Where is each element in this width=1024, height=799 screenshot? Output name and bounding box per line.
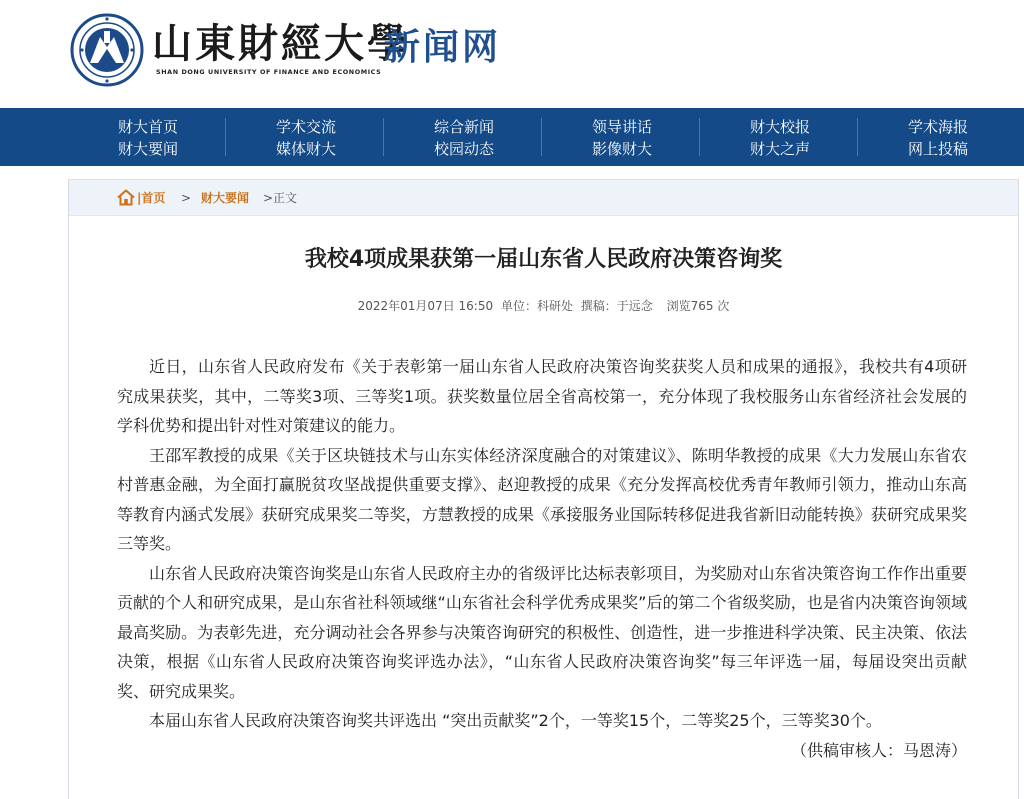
nav-column-2	[276, 108, 396, 166]
nav-divider	[857, 118, 858, 156]
nav-column-3	[434, 108, 554, 166]
article-card	[68, 179, 1019, 799]
nav-link-home[interactable]: 财大首页	[118, 118, 179, 136]
home-icon[interactable]	[117, 189, 135, 206]
nav-column-6	[908, 108, 1024, 166]
nav-divider	[225, 118, 226, 156]
nav-divider	[541, 118, 542, 156]
site-header	[0, 0, 1024, 108]
nav-link-academic-posters[interactable]: 学术海报	[908, 118, 969, 136]
article-title: 我校4项成果获第一届山东省人民政府决策咨询奖	[304, 247, 783, 272]
article-date: 2022年01月07日 16:50	[357, 299, 494, 313]
breadcrumb-home-link[interactable]: |首页	[137, 191, 166, 205]
nav-link-news-highlights[interactable]: 财大要闻	[118, 140, 179, 158]
nav-divider	[383, 118, 384, 156]
nav-link-academic-exchange[interactable]: 学术交流	[276, 118, 337, 136]
article-view-count: 浏览765 次	[666, 299, 730, 313]
breadcrumb-section-link[interactable]: 财大要闻	[201, 191, 250, 205]
nav-link-submit-online[interactable]: 网上投稿	[908, 140, 969, 158]
article-body	[117, 352, 967, 765]
breadcrumb	[69, 180, 1018, 216]
site-name[interactable]: 新闻网	[384, 27, 502, 68]
nav-column-5	[750, 108, 870, 166]
school-name-logotype[interactable]: 山東財經大學	[152, 20, 410, 67]
nav-column-1	[118, 108, 238, 166]
nav-link-campus-updates[interactable]: 校园动态	[434, 140, 495, 158]
article-paragraph: 本届山东省人民政府决策咨询奖共评选出 “突出贡献奖”2个，一等奖15个，二等奖25个，三等奖30个。	[149, 711, 882, 730]
nav-link-school-paper[interactable]: 财大校报	[750, 118, 811, 136]
main-nav	[0, 108, 1024, 166]
article-paragraph: 近日，山东省人民政府发布《关于表彰第一届山东省人民政府决策咨询奖获奖人员和成果的通报》，我校共有4项研究成果获奖，其中，二等奖3项、三等奖1项。获奖数量位居全省高校第一，充分体现了我校服务山东省经济社会发展的学科优势和提出针对性对策建议的能力。	[117, 357, 967, 435]
article-paragraph: 山东省人民政府决策咨询奖是山东省人民政府主办的省级评比达标表彰项目，为奖励对山东省决策咨询工作作出重要贡献的个人和研究成果，是山东省社科领域继“山东省社会科学优秀成果奖”后的第二个省级奖励，也是省内决策咨询领域最高奖励。为表彰先进，充分调动社会各界参与决策咨询研究的积极性、创造性，进一步推进科学决策、民主决策、依法决策，根据《山东省人民政府决策咨询奖评选办法》，“山东省人民政府决策咨询奖”每三年评选一届，每届设突出贡献奖、研究成果奖。	[117, 563, 967, 701]
nav-column-4	[592, 108, 712, 166]
nav-divider	[699, 118, 700, 156]
nav-link-voice[interactable]: 财大之声	[750, 140, 811, 158]
school-name-english: SHAN DONG UNIVERSITY OF FINANCE AND ECONOMICS	[156, 68, 382, 76]
article-author: 撰稿：于远念	[580, 299, 653, 313]
nav-link-photo-gallery[interactable]: 影像财大	[592, 140, 653, 158]
nav-link-general-news[interactable]: 综合新闻	[434, 118, 495, 136]
article-signoff: （供稿审核人：马恩涛）	[790, 740, 967, 760]
university-seal-icon[interactable]	[70, 13, 144, 87]
breadcrumb-separator: >	[181, 191, 192, 205]
article-paragraph: 王邵军教授的成果《关于区块链技术与山东实体经济深度融合的对策建议》、陈明华教授的成果《大力发展山东省农村普惠金融，为全面打赢脱贫攻坚战提供重要支撑》、赵迎教授的成果《充分发挥高校优秀青年教师引领力，推动山东高等教育内涵式发展》获研究成果奖二等奖，方慧教授的成果《承接服务业国际转移促进我省新旧动能转换》获研究成果奖三等奖。	[117, 445, 967, 553]
nav-link-media[interactable]: 媒体财大	[276, 140, 337, 158]
article-meta	[69, 297, 1018, 315]
nav-link-leader-speeches[interactable]: 领导讲话	[592, 118, 653, 136]
breadcrumb-current-page: >正文	[263, 191, 298, 205]
article-unit: 单位：科研处	[500, 299, 573, 313]
